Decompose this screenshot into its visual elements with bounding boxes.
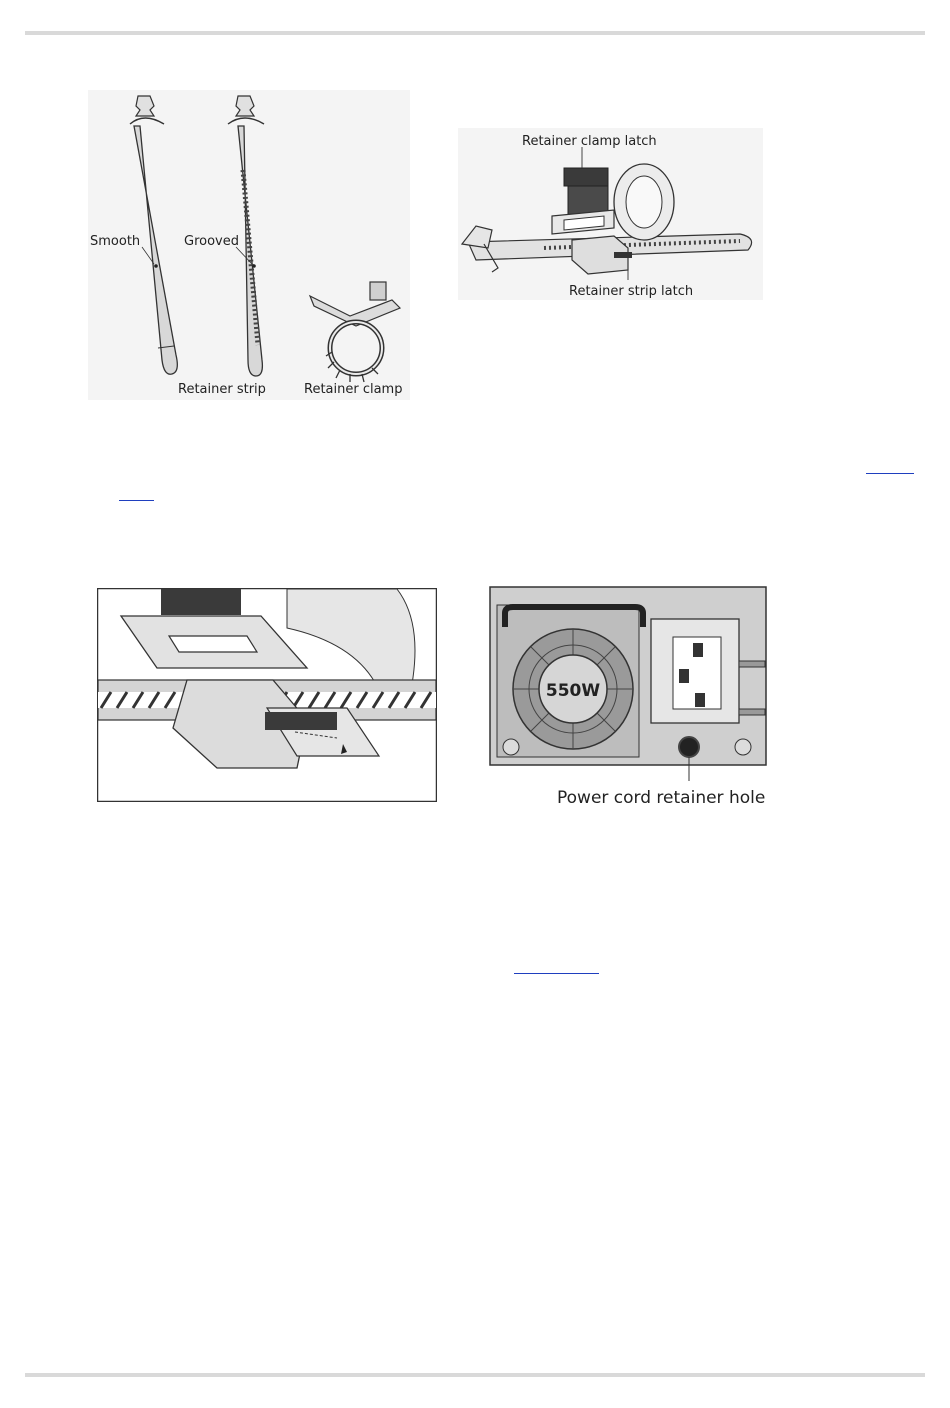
figure-retainer-parts xyxy=(88,90,410,400)
figure-reference-link-continued[interactable] xyxy=(119,500,154,501)
label-clamp-latch: Retainer clamp latch xyxy=(522,134,657,149)
label-smooth: Smooth xyxy=(90,234,141,249)
label-grooved: Grooved xyxy=(184,234,239,249)
footer-rule xyxy=(25,1373,925,1377)
label-strip-latch: Retainer strip latch xyxy=(569,284,694,299)
figure-clamp-assembly xyxy=(458,128,763,300)
section-reference-link[interactable] xyxy=(514,973,599,974)
header-rule xyxy=(25,31,925,35)
label-retainer-clamp: Retainer clamp xyxy=(304,382,403,397)
label-retainer-hole: Power cord retainer hole xyxy=(557,788,766,808)
wattage-label: 550W xyxy=(545,681,601,701)
figure-latch-closeup xyxy=(97,588,437,802)
label-retainer-strip: Retainer strip xyxy=(178,382,266,397)
figure-power-supply xyxy=(487,585,782,813)
figure-reference-link[interactable] xyxy=(866,473,914,474)
